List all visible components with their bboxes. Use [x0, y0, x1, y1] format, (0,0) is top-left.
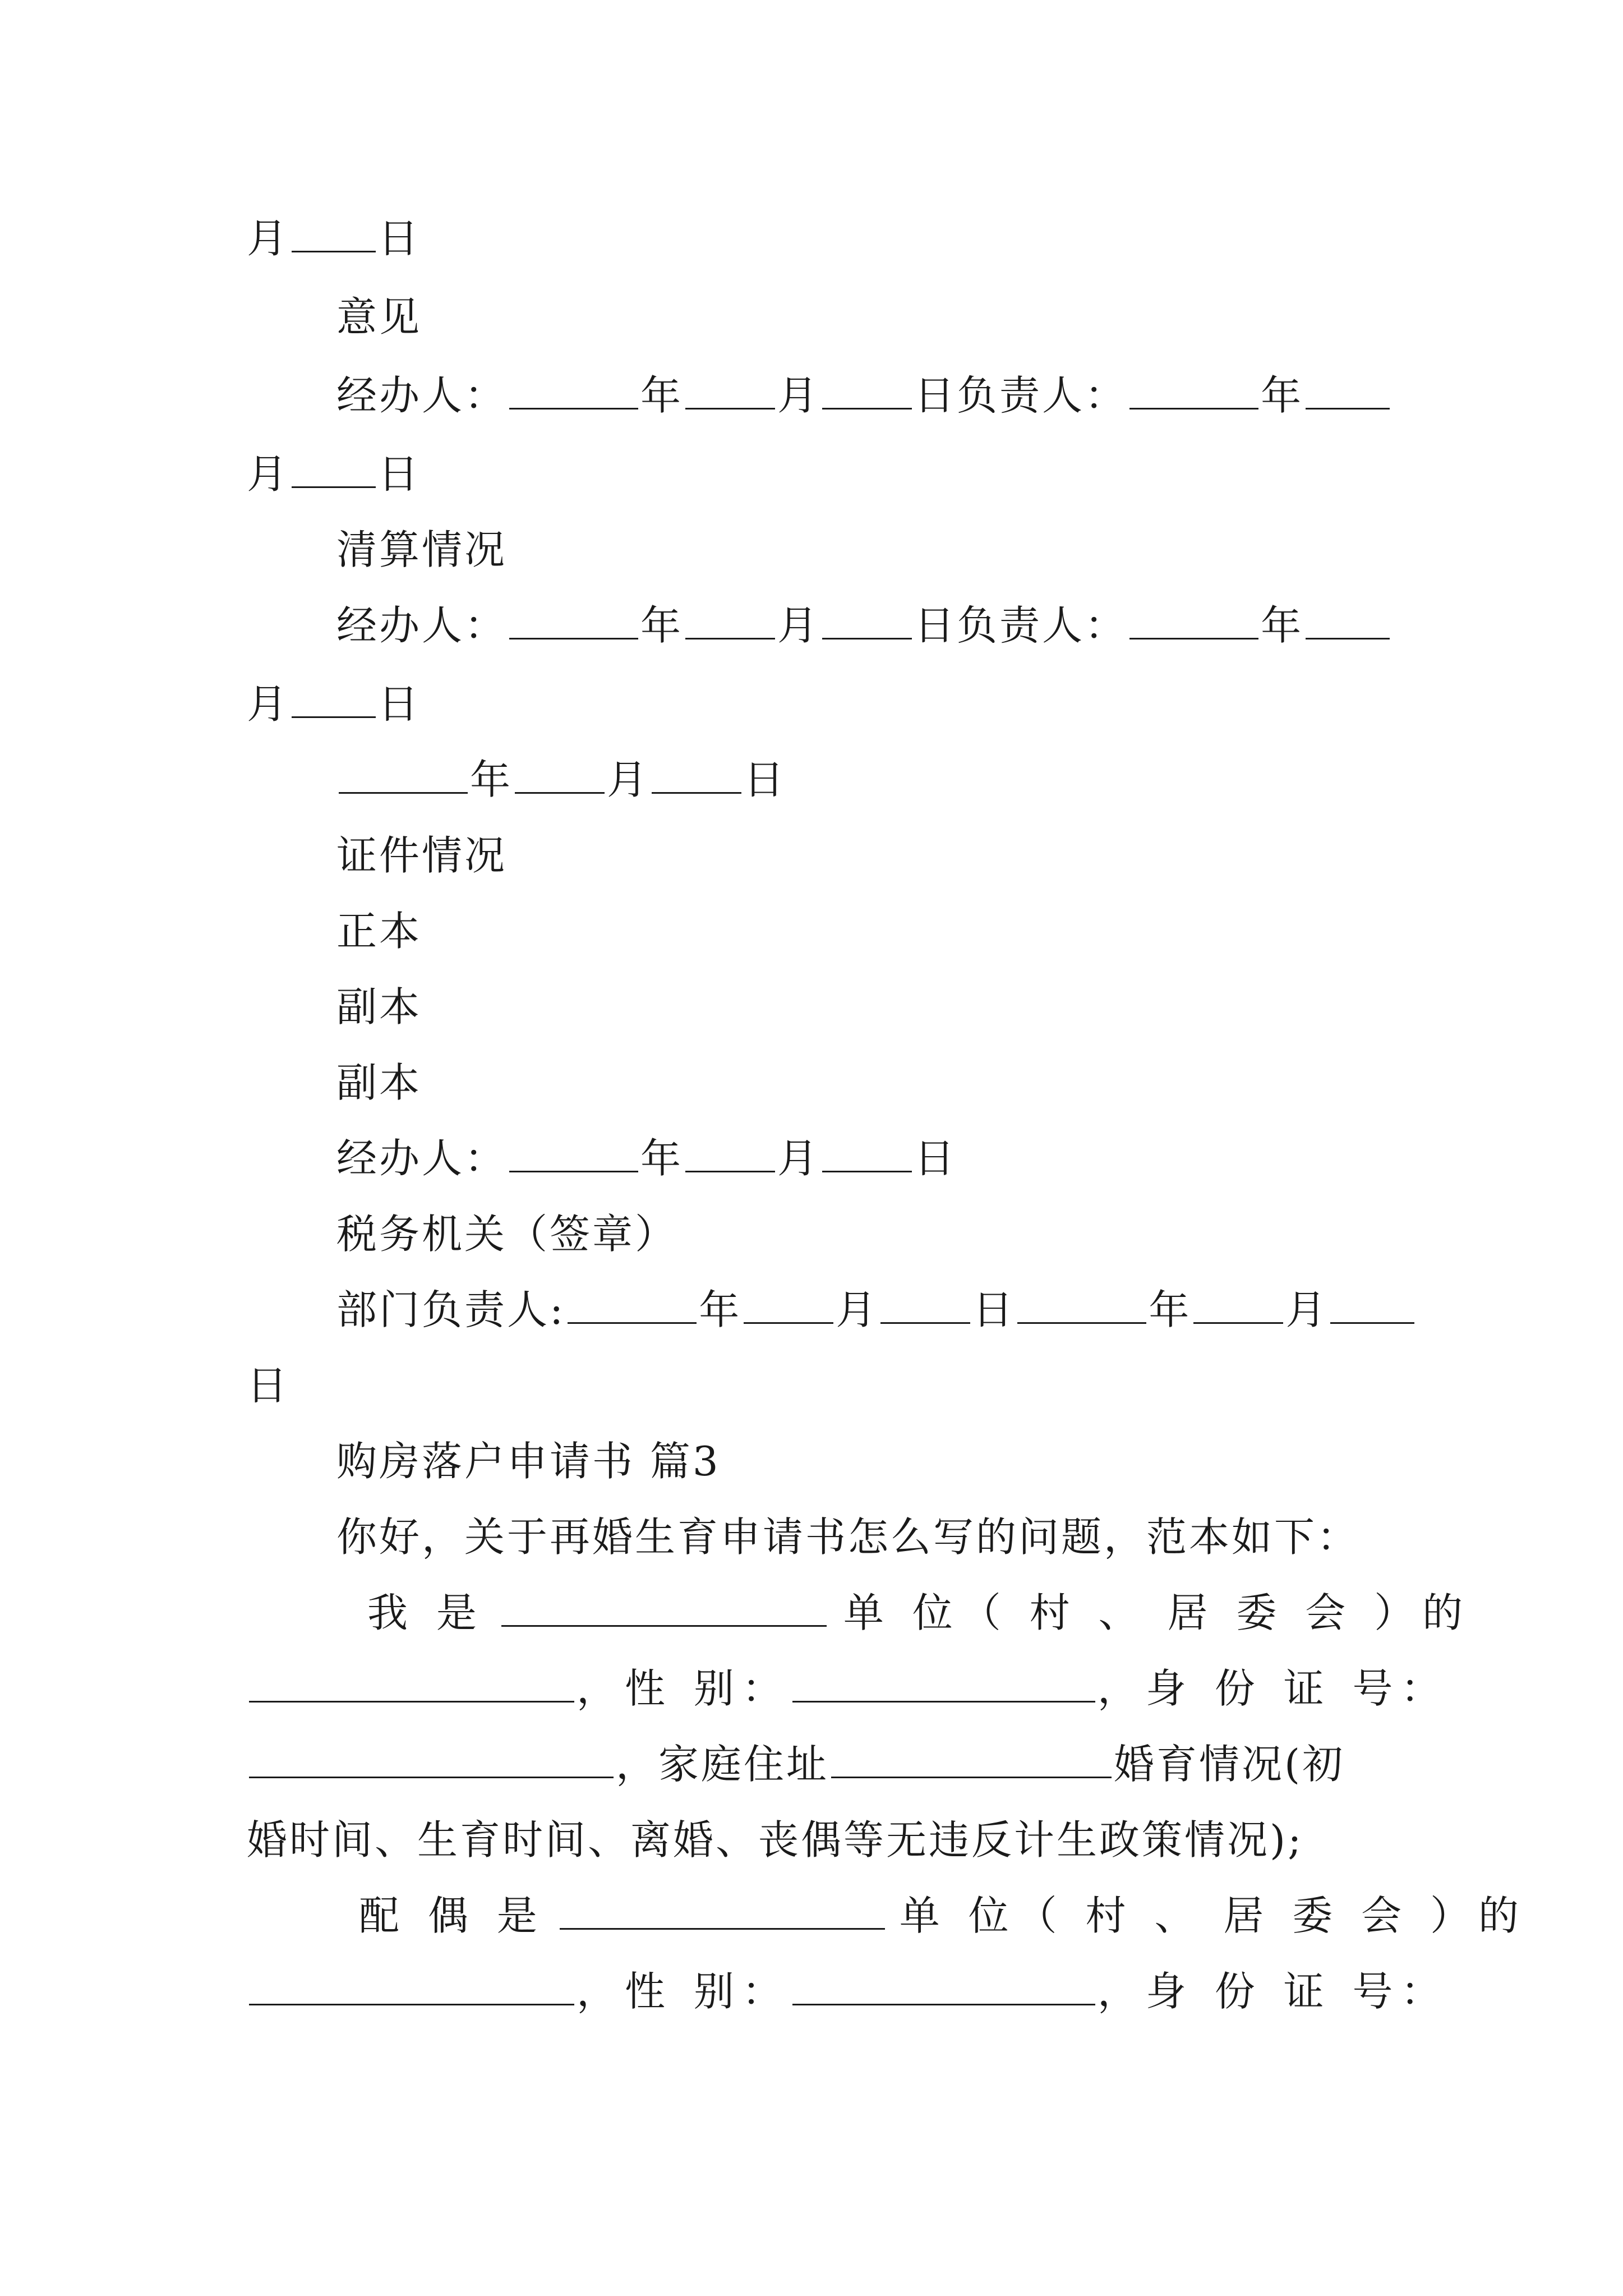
year-label: 年	[1149, 1286, 1192, 1333]
day-blank[interactable]	[292, 210, 376, 252]
gender-label: ，性 别：	[577, 1665, 790, 1712]
month-blank[interactable]	[685, 1130, 775, 1172]
address-blank[interactable]	[831, 1736, 1112, 1778]
handler-signature-line	[336, 365, 1392, 426]
intro-paragraph: 你好，关于再婚生育申请书怎么写的问题，范本如下：	[336, 1513, 1360, 1561]
date-continuation-line	[247, 443, 421, 505]
spouse-unit-line	[359, 1885, 1527, 1947]
unit-suffix: 单 位（ 村 、 居 委 会 ）的	[899, 1892, 1527, 1939]
department-head-line	[336, 1279, 1417, 1341]
spouse-gender-id-line	[247, 1961, 1449, 2022]
date-continuation-line	[247, 673, 421, 735]
gender-blank[interactable]	[792, 1660, 1095, 1703]
month-label: 月	[777, 602, 820, 649]
handler-blank[interactable]	[509, 1130, 638, 1172]
month-blank[interactable]	[1193, 1282, 1283, 1324]
day-responsible-label: 日负责人：	[914, 602, 1128, 649]
year-label: 年	[640, 372, 684, 419]
month-label: 月	[777, 372, 820, 419]
section-heading-certificate: 证件情况	[336, 832, 508, 879]
day-responsible-label: 日负责人：	[914, 372, 1128, 419]
applicant-unit-blank[interactable]	[501, 1585, 827, 1627]
month-label: 月	[1285, 1286, 1329, 1333]
day-blank[interactable]	[880, 1282, 970, 1324]
gender-label: ，性 别：	[577, 1968, 790, 2015]
applicant-prefix: 我 是	[367, 1589, 485, 1636]
spouse-unit-blank[interactable]	[560, 1888, 885, 1930]
month-label: 月	[607, 756, 650, 803]
month-blank[interactable]	[744, 1282, 833, 1324]
address-label: ，家庭住址	[616, 1741, 829, 1788]
year-label: 年	[470, 756, 513, 803]
day-blank[interactable]	[1330, 1282, 1414, 1324]
applicant-address-line	[247, 1733, 1345, 1795]
handler-signature-line	[336, 595, 1392, 656]
unit-suffix: 单 位（ 村 、 居 委 会 ）的	[843, 1589, 1471, 1636]
year-label: 年	[640, 602, 684, 649]
date-continuation-line	[247, 208, 421, 269]
gender-blank[interactable]	[792, 1963, 1095, 2005]
month-blank[interactable]	[1306, 597, 1390, 639]
duplicate-copy-label: 副本	[336, 1059, 422, 1106]
month-blank[interactable]	[1306, 367, 1390, 409]
handler-date-line	[336, 1128, 957, 1189]
section-heading-settlement: 清算情况	[336, 526, 508, 573]
month-label: 月	[247, 680, 290, 728]
day-blank[interactable]	[822, 597, 912, 639]
month-blank[interactable]	[685, 597, 775, 639]
tax-authority-seal-label: 税务机关（签章）	[336, 1211, 678, 1258]
applicant-gender-id-line	[247, 1658, 1449, 1719]
responsible-blank[interactable]	[1129, 597, 1258, 639]
day-label: 日	[378, 215, 421, 262]
day-label: 日	[378, 680, 421, 728]
id-number-label: ，身 份 证 号：	[1097, 1968, 1449, 2015]
marital-status-label: 婚育情况(初	[1114, 1741, 1345, 1788]
day-label: 日	[914, 1135, 957, 1182]
day-label: 日	[972, 1286, 1016, 1333]
year-label: 年	[1261, 602, 1304, 649]
marital-status-detail: 婚时间、生育时间、离婚、丧偶等无违反计生政策情况);	[247, 1816, 1304, 1864]
year-label: 年	[1261, 372, 1304, 419]
month-label: 月	[247, 450, 290, 498]
department-head-blank[interactable]	[568, 1282, 697, 1324]
day-blank[interactable]	[822, 1130, 912, 1172]
spouse-name-blank[interactable]	[249, 1963, 574, 2005]
day-blank[interactable]	[292, 676, 376, 718]
id-number-blank[interactable]	[249, 1736, 614, 1778]
spouse-prefix: 配 偶 是	[359, 1892, 545, 1939]
handler-label: 经办人：	[336, 1135, 508, 1182]
day-blank[interactable]	[292, 446, 376, 488]
month-label: 月	[777, 1135, 820, 1182]
section-title: 购房落户申请书 篇3	[336, 1438, 721, 1485]
year-blank[interactable]	[1017, 1282, 1146, 1324]
handler-blank[interactable]	[509, 597, 638, 639]
department-head-label: 部门负责人:	[336, 1286, 566, 1333]
day-label: 日	[378, 450, 421, 498]
month-blank[interactable]	[515, 752, 605, 794]
handler-label: 经办人：	[336, 372, 508, 419]
month-label: 月	[247, 215, 290, 262]
applicant-name-blank[interactable]	[249, 1660, 574, 1703]
date-line	[336, 749, 786, 811]
section-heading-opinion: 意见	[336, 293, 422, 341]
month-blank[interactable]	[685, 367, 775, 409]
original-copy-label: 正本	[336, 908, 422, 955]
applicant-unit-line	[367, 1582, 1470, 1644]
day-blank[interactable]	[822, 367, 912, 409]
responsible-blank[interactable]	[1129, 367, 1258, 409]
handler-label: 经办人：	[336, 602, 508, 649]
duplicate-copy-label: 副本	[336, 983, 422, 1030]
id-number-label: ，身 份 证 号：	[1097, 1665, 1449, 1712]
day-continuation-label: 日	[247, 1362, 290, 1409]
day-label: 日	[744, 756, 787, 803]
day-blank[interactable]	[652, 752, 741, 794]
year-blank[interactable]	[339, 752, 468, 794]
year-label: 年	[640, 1135, 684, 1182]
year-label: 年	[699, 1286, 742, 1333]
handler-blank[interactable]	[509, 367, 638, 409]
month-label: 月	[836, 1286, 879, 1333]
